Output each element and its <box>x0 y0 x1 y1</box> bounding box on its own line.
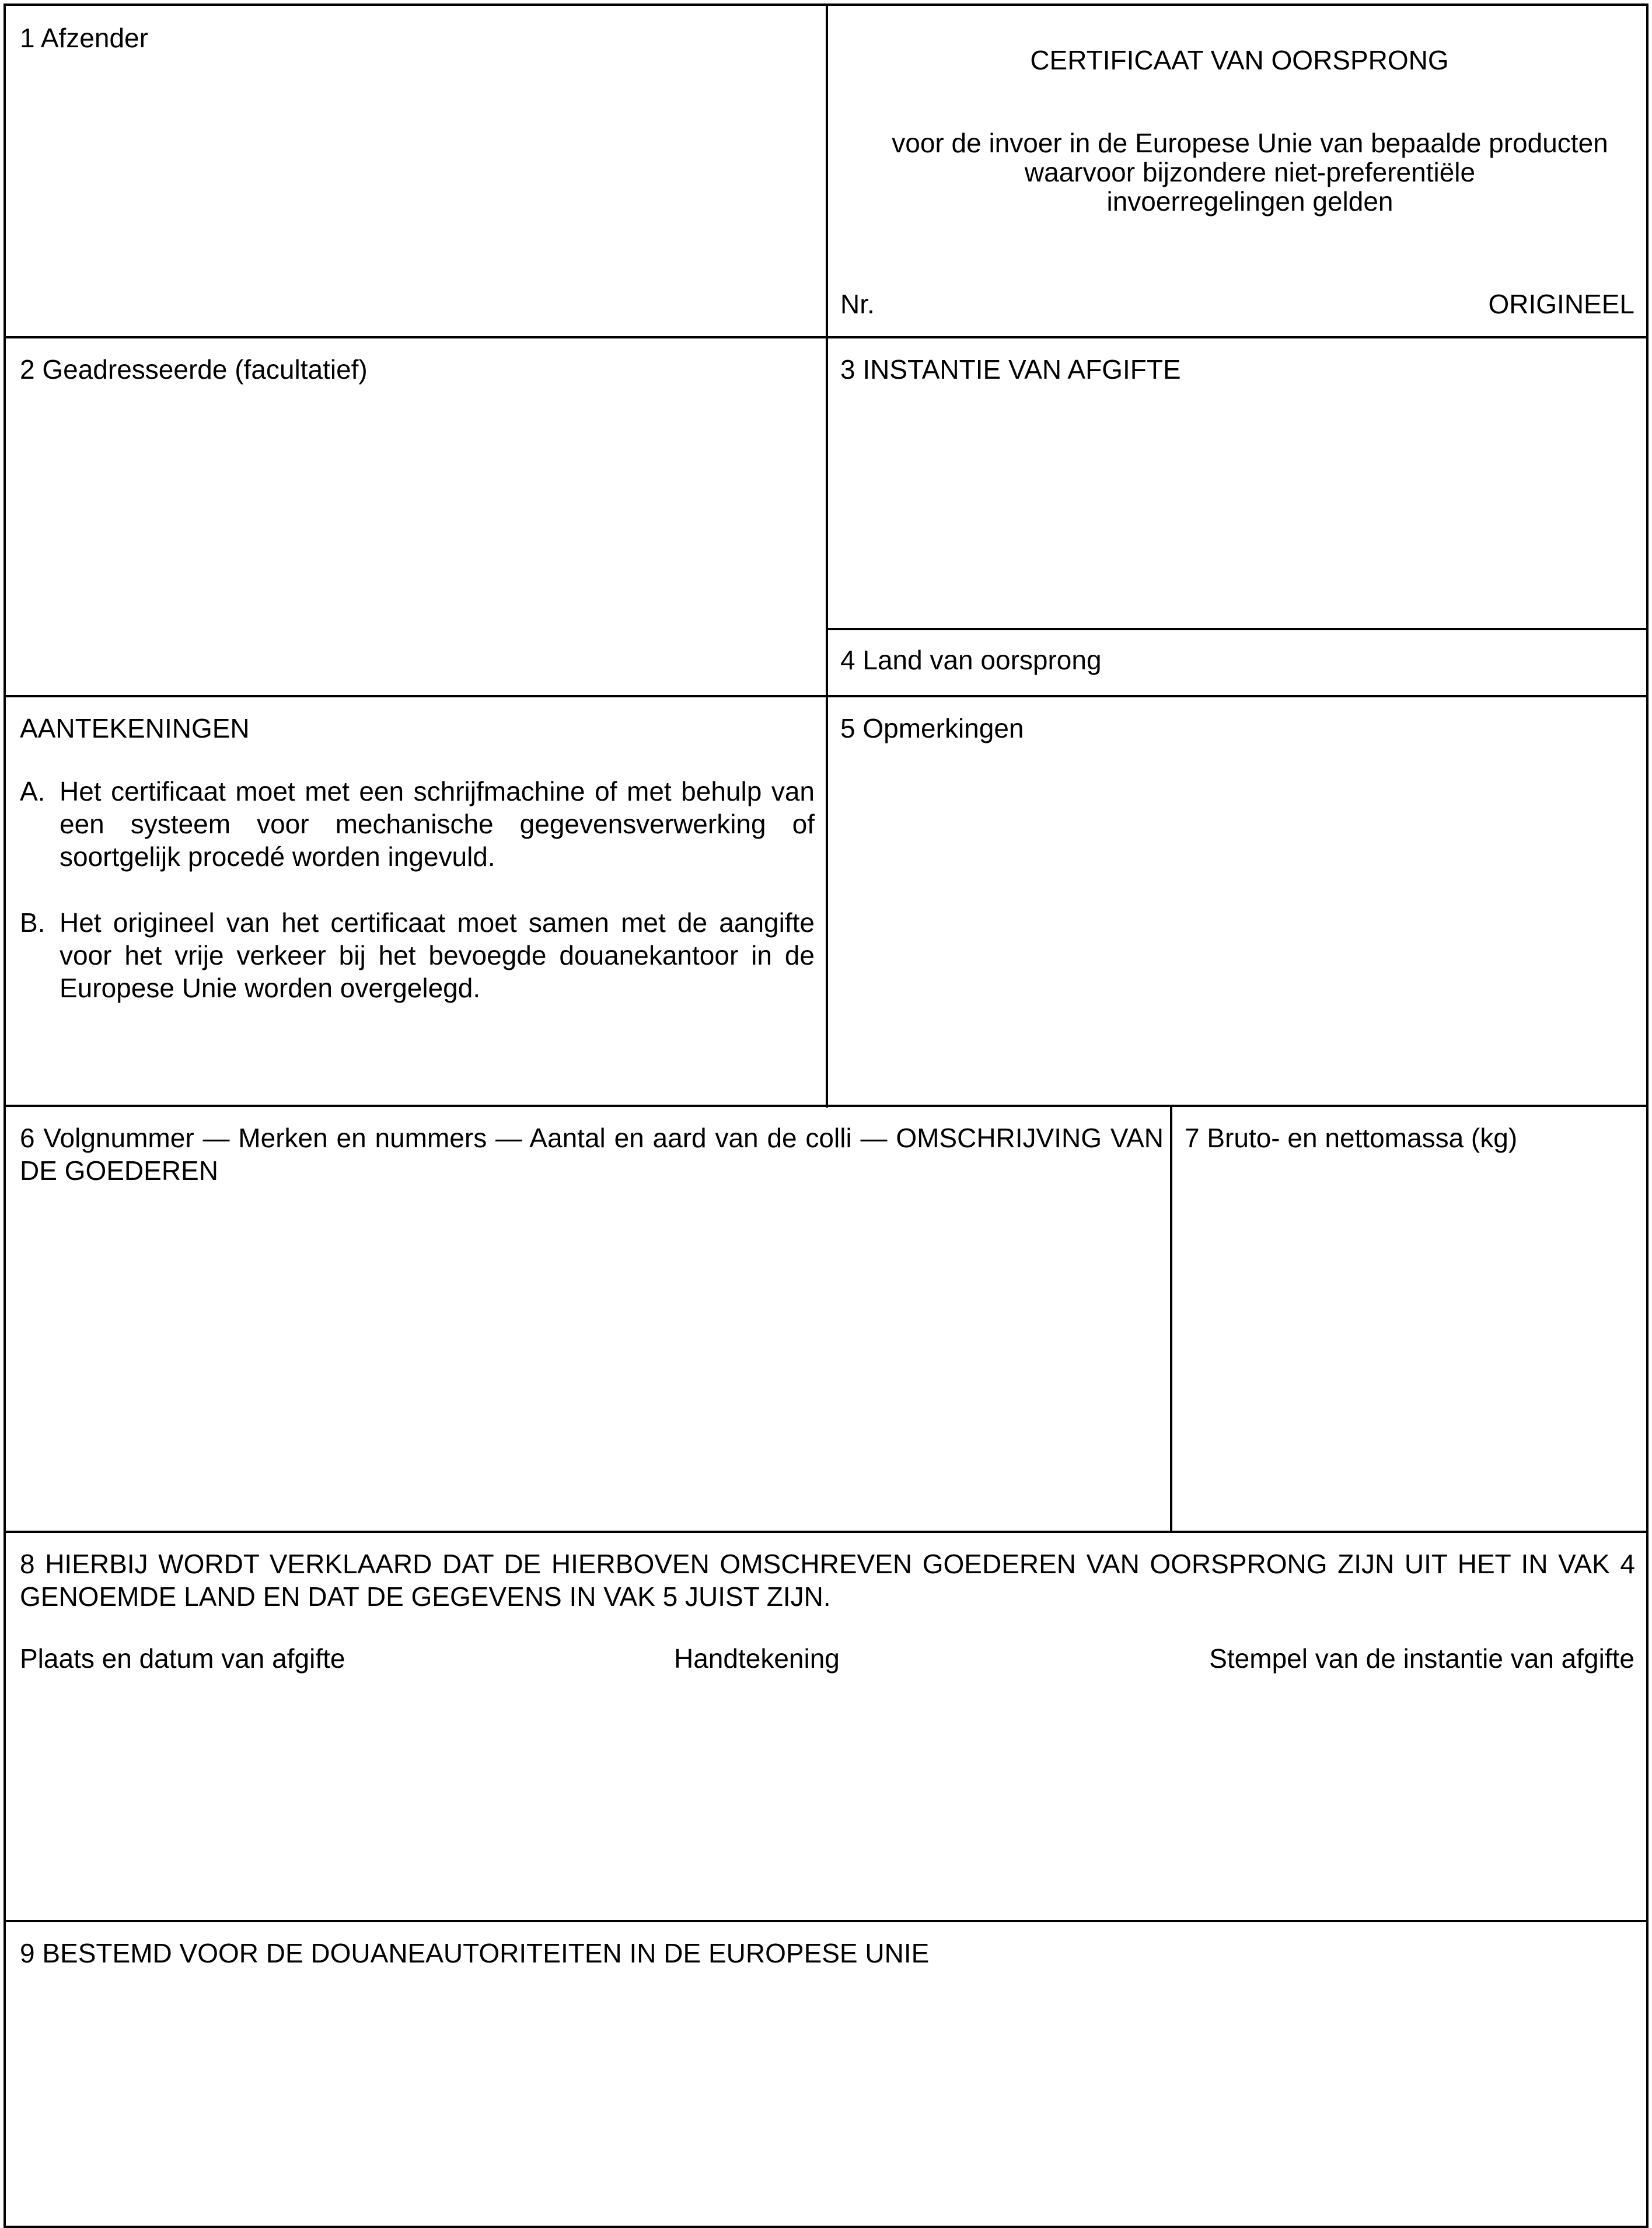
box1-sender[interactable] <box>6 6 826 336</box>
certificate-subtitle-line3: invoerregelingen gelden <box>1106 186 1393 216</box>
notes-heading: AANTEKENINGEN <box>20 713 250 743</box>
note-b-text: Het origineel van het certificaat moet samen met de aangifte voor het vrije verkeer bij het bevoegde douanekantoor in de Europese Unie worden overgelegd. <box>60 907 815 1003</box>
certificate-title: CERTIFICAAT VAN OORSPRONG <box>1030 45 1449 75</box>
certificate-subtitle-line1: voor de invoer in de Europese Unie van bepaalde producten <box>892 128 1608 158</box>
notes-section <box>6 697 826 1105</box>
box5-remarks[interactable] <box>828 697 1646 1105</box>
box6-goods-description[interactable] <box>6 1107 1170 1531</box>
box2-consignee[interactable] <box>6 338 826 695</box>
box9-customs-authorities[interactable] <box>6 1922 1646 2226</box>
box5-label: 5 Opmerkingen <box>840 713 1024 743</box>
note-b-marker: B. <box>20 907 46 938</box>
box3-issuing-authority[interactable] <box>828 338 1646 628</box>
box4-label: 4 Land van oorsprong <box>840 645 1102 675</box>
box3-label: 3 INSTANTIE VAN AFGIFTE <box>840 354 1181 385</box>
note-a-marker: A. <box>20 776 46 806</box>
box6-label: 6 Volgnummer — Merken en nummers — Aantal en aard van de colli — OMSCHRIJVING VAN DE GOEDEREN <box>20 1123 1164 1186</box>
box7-gross-net-mass[interactable] <box>1172 1107 1646 1531</box>
box4-country-of-origin[interactable] <box>828 630 1646 695</box>
original-label: ORIGINEEL <box>1488 289 1634 319</box>
certificate-subtitle-line2: waarvoor bijzondere niet-preferentiële <box>1024 157 1476 187</box>
box8-declaration-text: 8 HIERBIJ WORDT VERKLAARD DAT DE HIERBOVEN OMSCHREVEN GOEDEREN VAN OORSPRONG ZIJN UIT HET IN VAK 4 GENOEMDE LAND EN DAT DE GEGEVENS IN VAK 5 JUIST ZIJN. <box>20 1549 1635 1612</box>
place-date-label: Plaats en datum van afgifte <box>20 1643 345 1674</box>
certificate-header <box>828 6 1646 336</box>
box9-label: 9 BESTEMD VOOR DE DOUANEAUTORITEITEN IN DE EUROPESE UNIE <box>20 1938 930 1968</box>
box8-declaration <box>6 1533 1646 1920</box>
note-a-text: Het certificaat moet met een schrijfmachine of met behulp van een systeem voor mechanische gegevensverwerking of soortgelijk procedé worden ingevuld. <box>60 776 815 872</box>
certificate-number-label: Nr. <box>840 289 875 319</box>
box2-label: 2 Geadresseerde (facultatief) <box>20 354 368 385</box>
signature-label: Handtekening <box>674 1643 840 1674</box>
note-b <box>20 906 815 1004</box>
stamp-label: Stempel van de instantie van afgifte <box>1209 1643 1634 1674</box>
note-a <box>20 775 815 873</box>
box7-label: 7 Bruto- en nettomassa (kg) <box>1185 1123 1518 1153</box>
box1-label: 1 Afzender <box>20 23 148 53</box>
